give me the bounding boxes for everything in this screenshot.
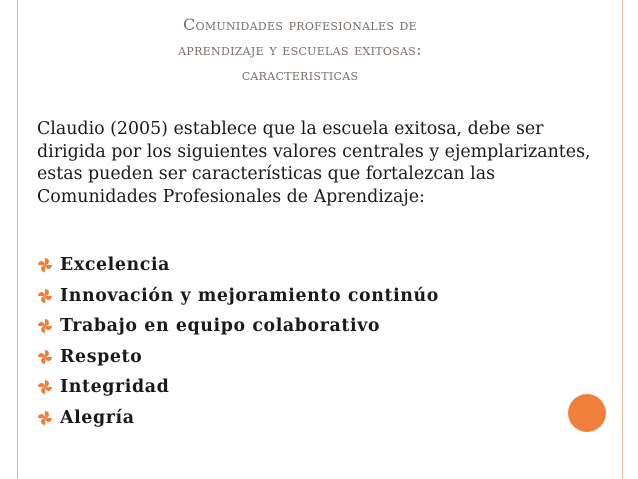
- list-item: [37, 342, 597, 373]
- pinwheel-bullet-icon: [37, 349, 53, 365]
- list-item: [37, 281, 597, 312]
- list-item: [37, 372, 597, 403]
- list-item: [37, 250, 597, 281]
- list-item-label: Trabajo en equipo colaborativo: [60, 316, 381, 337]
- pinwheel-bullet-icon: [37, 410, 53, 426]
- title-line-2: aprendizaje y escuelas exitosas:: [178, 40, 422, 59]
- list-item-label: Excelencia: [60, 255, 171, 276]
- right-frame-line: [622, 0, 623, 479]
- title-line-1: Comunidades profesionales de: [182, 15, 418, 34]
- slide-title: [50, 12, 550, 87]
- left-frame-line: [17, 0, 18, 479]
- list-item-label: Innovación y mejoramiento continúo: [60, 285, 439, 306]
- list-item-label: Alegría: [60, 407, 135, 428]
- title-line-3: caracteristicas: [241, 65, 359, 84]
- pinwheel-bullet-icon: [37, 288, 53, 304]
- values-list: [37, 250, 597, 433]
- decorative-orange-circle: [568, 394, 606, 432]
- pinwheel-bullet-icon: [37, 257, 53, 273]
- list-item-label: Integridad: [60, 377, 170, 398]
- list-item: [37, 311, 597, 342]
- intro-paragraph: Claudio (2005) establece que la escuela exitosa, debe ser dirigida por los siguientes valores centrales y ejemplarizantes, estas pueden ser características que fortalezcan las Comunidades Profesionales de Aprendizaje:: [37, 119, 591, 207]
- pinwheel-bullet-icon: [37, 379, 53, 395]
- list-item: [37, 403, 597, 434]
- pinwheel-bullet-icon: [37, 318, 53, 334]
- list-item-label: Respeto: [60, 346, 143, 367]
